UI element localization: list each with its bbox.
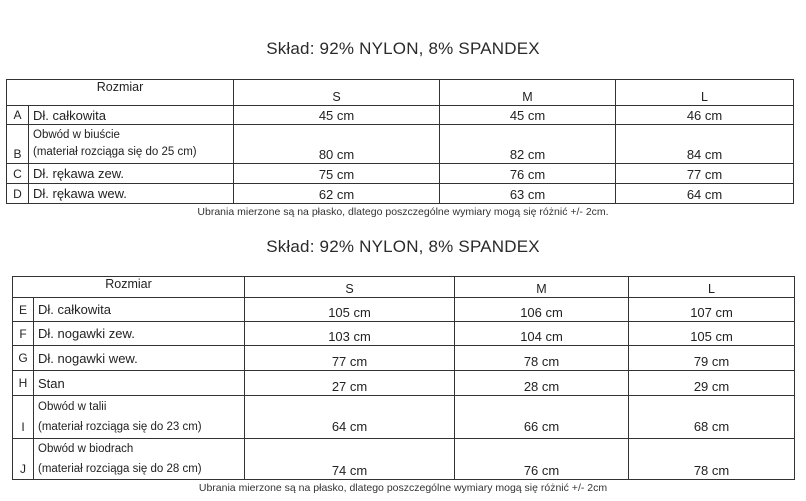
size-header-s: S xyxy=(234,80,440,106)
size-header-label: Rozmiar xyxy=(13,277,245,298)
row-label-line2: (materiał rozciąga się do 28 cm) xyxy=(38,463,202,475)
value-s: 62 cm xyxy=(234,184,440,204)
size-header-label: Rozmiar xyxy=(7,80,234,106)
row-letter: I xyxy=(13,396,34,439)
value-s: 75 cm xyxy=(234,164,440,184)
row-label-line1: Obwód w biodrach xyxy=(38,443,134,455)
table-row xyxy=(7,184,794,204)
value-m: 66 cm xyxy=(455,396,629,439)
value-l: 77 cm xyxy=(616,164,794,184)
row-label: Dł. całkowita xyxy=(29,106,234,125)
value-l: 84 cm xyxy=(616,125,794,164)
value-l: 79 cm xyxy=(629,346,795,371)
row-letter: C xyxy=(7,164,29,184)
row-label xyxy=(29,125,234,164)
row-letter: D xyxy=(7,184,29,204)
value-s: 27 cm xyxy=(245,371,455,396)
row-label: Dł. całkowita xyxy=(34,298,245,322)
row-label: Dł. nogawki zew. xyxy=(34,322,245,346)
row-label: Dł. rękawa wew. xyxy=(29,184,234,204)
size-header-m: M xyxy=(440,80,616,106)
measurement-note: Ubrania mierzone są na płasko, dlatego poszczególne wymiary mogą się różnić +/- 2cm xyxy=(198,482,608,494)
row-label: Stan xyxy=(34,371,245,396)
value-m: 78 cm xyxy=(455,346,629,371)
row-label-line2: (materiał rozciąga się do 25 cm) xyxy=(33,146,197,158)
size-header-l: L xyxy=(616,80,794,106)
row-letter: F xyxy=(13,322,34,346)
table-header-row xyxy=(13,277,795,298)
table1-title: Skład: 92% NYLON, 8% SPANDEX xyxy=(266,39,540,58)
table-row xyxy=(13,298,795,322)
row-letter: G xyxy=(13,346,34,371)
table-header-row xyxy=(7,80,794,106)
value-l: 107 cm xyxy=(629,298,795,322)
table-row xyxy=(13,396,795,439)
table-row xyxy=(7,164,794,184)
row-label-line2: (materiał rozciąga się do 23 cm) xyxy=(38,421,202,433)
value-s: 45 cm xyxy=(234,106,440,125)
value-s: 77 cm xyxy=(245,346,455,371)
row-label-line1: Obwód w biuście xyxy=(33,129,120,141)
value-m: 63 cm xyxy=(440,184,616,204)
row-label: Dł. rękawa zew. xyxy=(29,164,234,184)
value-s: 64 cm xyxy=(245,396,455,439)
value-m: 82 cm xyxy=(440,125,616,164)
row-letter: E xyxy=(13,298,34,322)
measurement-note: Ubrania mierzone są na płasko, dlatego poszczególne wymiary mogą się różnić +/- 2cm. xyxy=(197,206,609,218)
value-m: 104 cm xyxy=(455,322,629,346)
value-l: 29 cm xyxy=(629,371,795,396)
table2-title: Skład: 92% NYLON, 8% SPANDEX xyxy=(266,237,540,256)
value-l: 105 cm xyxy=(629,322,795,346)
table-row xyxy=(7,106,794,125)
row-label xyxy=(34,396,245,439)
value-s: 74 cm xyxy=(245,439,455,480)
size-table-bottom xyxy=(12,276,795,480)
value-m: 106 cm xyxy=(455,298,629,322)
row-letter: H xyxy=(13,371,34,396)
value-l: 64 cm xyxy=(616,184,794,204)
size-table-top xyxy=(6,79,794,204)
row-label: Dł. nogawki wew. xyxy=(34,346,245,371)
value-m: 76 cm xyxy=(455,439,629,480)
size-header-l: L xyxy=(629,277,795,298)
table-row xyxy=(13,439,795,480)
row-label-line1: Obwód w talii xyxy=(38,401,107,413)
table-row xyxy=(7,125,794,164)
value-m: 76 cm xyxy=(440,164,616,184)
value-m: 28 cm xyxy=(455,371,629,396)
value-s: 105 cm xyxy=(245,298,455,322)
value-l: 78 cm xyxy=(629,439,795,480)
row-label xyxy=(34,439,245,480)
value-l: 68 cm xyxy=(629,396,795,439)
row-letter: J xyxy=(13,439,34,480)
value-s: 80 cm xyxy=(234,125,440,164)
table-row xyxy=(13,346,795,371)
value-s: 103 cm xyxy=(245,322,455,346)
row-letter: A xyxy=(7,106,29,125)
row-letter: B xyxy=(7,125,29,164)
size-header-s: S xyxy=(245,277,455,298)
table-row xyxy=(13,322,795,346)
value-l: 46 cm xyxy=(616,106,794,125)
size-header-m: M xyxy=(455,277,629,298)
table-row xyxy=(13,371,795,396)
value-m: 45 cm xyxy=(440,106,616,125)
